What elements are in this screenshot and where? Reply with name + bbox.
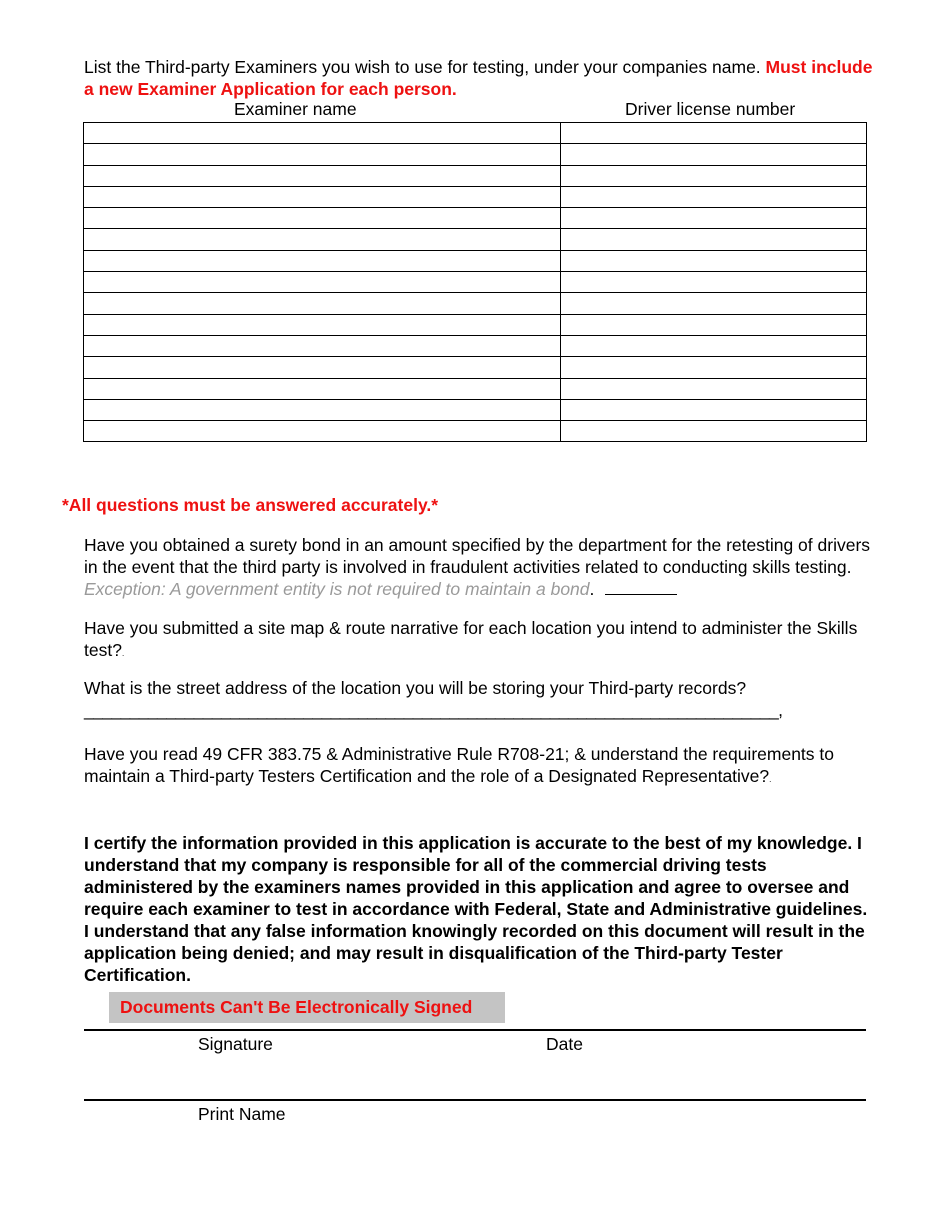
question-records-address (84, 677, 874, 699)
question-site-map (84, 617, 874, 665)
examiner-name-cell[interactable] (84, 208, 561, 229)
examiner-name-cell[interactable] (84, 123, 561, 144)
table-row (84, 399, 867, 420)
surety-bond-period: . (589, 579, 595, 599)
examiner-name-cell[interactable] (84, 165, 561, 186)
driver-license-cell[interactable] (561, 229, 867, 250)
driver-license-cell[interactable] (561, 272, 867, 293)
driver-license-cell[interactable] (561, 399, 867, 420)
driver-license-cell[interactable] (561, 165, 867, 186)
driver-license-cell[interactable] (561, 314, 867, 335)
driver-license-cell[interactable] (561, 123, 867, 144)
examiner-name-cell[interactable] (84, 186, 561, 207)
print-name-label: Print Name (198, 1104, 286, 1124)
question-surety-bond (84, 534, 874, 600)
examiner-name-cell[interactable] (84, 378, 561, 399)
column-header-examiner-name: Examiner name (234, 99, 357, 119)
electronic-signature-banner: Documents Can't Be Electronically Signed (109, 992, 505, 1023)
examiner-name-cell[interactable] (84, 335, 561, 356)
regulations-answer-mark[interactable]: . (769, 775, 772, 784)
table-row (84, 421, 867, 442)
driver-license-cell[interactable] (561, 378, 867, 399)
examiner-name-cell[interactable] (84, 229, 561, 250)
driver-license-cell[interactable] (561, 293, 867, 314)
table-row (84, 357, 867, 378)
records-address-text: What is the street address of the location you will be storing your Third-party records? (84, 678, 747, 698)
table-row (84, 208, 867, 229)
examiner-name-cell[interactable] (84, 144, 561, 165)
table-row (84, 186, 867, 207)
examiner-name-cell[interactable] (84, 357, 561, 378)
driver-license-cell[interactable] (561, 335, 867, 356)
driver-license-cell[interactable] (561, 186, 867, 207)
site-map-answer-mark[interactable]: . (121, 649, 125, 658)
column-header-driver-license: Driver license number (625, 99, 796, 119)
examiner-table (83, 122, 867, 442)
driver-license-cell[interactable] (561, 421, 867, 442)
signature-label: Signature (198, 1034, 273, 1054)
accuracy-warning: *All questions must be answered accurately.* (62, 495, 439, 515)
question-regulations (84, 743, 874, 791)
driver-license-cell[interactable] (561, 250, 867, 271)
examiner-name-cell[interactable] (84, 399, 561, 420)
table-row (84, 123, 867, 144)
table-row (84, 314, 867, 335)
driver-license-cell[interactable] (561, 208, 867, 229)
examiner-name-cell[interactable] (84, 421, 561, 442)
intro-paragraph (84, 56, 874, 100)
examiner-table-body (84, 123, 867, 442)
table-row (84, 229, 867, 250)
table-row (84, 144, 867, 165)
table-row (84, 378, 867, 399)
driver-license-cell[interactable] (561, 144, 867, 165)
examiner-name-cell[interactable] (84, 272, 561, 293)
driver-license-cell[interactable] (561, 357, 867, 378)
surety-bond-text: Have you obtained a surety bond in an amount specified by the department for the retesting of drivers in the event that the third party is involved in fraudulent activities related to conducting skills testing. (84, 535, 871, 577)
table-row (84, 293, 867, 314)
surety-bond-answer-blank[interactable] (605, 594, 677, 595)
signature-line[interactable] (84, 1029, 866, 1031)
examiner-name-cell[interactable] (84, 250, 561, 271)
examiner-name-cell[interactable] (84, 314, 561, 335)
certification-statement: I certify the information provided in this application is accurate to the best of my knowledge. I understand that my company is responsible for all of the commercial driving tests administered by the examiners names provided in this application and agree to oversee and require each examiner to test in accordance with Federal, State and Administrative guidelines. I understand that any false information knowingly recorded on this document will result in the application being denied; and may result in disqualification of the Third-party Tester Certification. (84, 833, 868, 985)
table-row (84, 272, 867, 293)
intro-text: List the Third-party Examiners you wish to use for testing, under your companies name. (84, 57, 766, 77)
table-row (84, 250, 867, 271)
intro-emphasis: Must include a new Examiner Application for each person. (84, 57, 873, 99)
print-name-line[interactable] (84, 1099, 866, 1101)
examiner-name-cell[interactable] (84, 293, 561, 314)
records-address-answer-line[interactable]: ____________________________________________________________________________, (84, 700, 783, 720)
regulations-text: Have you read 49 CFR 383.75 & Administrative Rule R708-21; & understand the requirements to maintain a Third-party Testers Certification and the role of a Designated Representative? (84, 744, 834, 786)
site-map-text: Have you submitted a site map & route narrative for each location you intend to administer the Skills test? (84, 618, 858, 660)
table-row (84, 165, 867, 186)
table-row (84, 335, 867, 356)
surety-bond-exception: Exception: A government entity is not required to maintain a bond (84, 579, 590, 599)
date-label: Date (546, 1034, 583, 1054)
